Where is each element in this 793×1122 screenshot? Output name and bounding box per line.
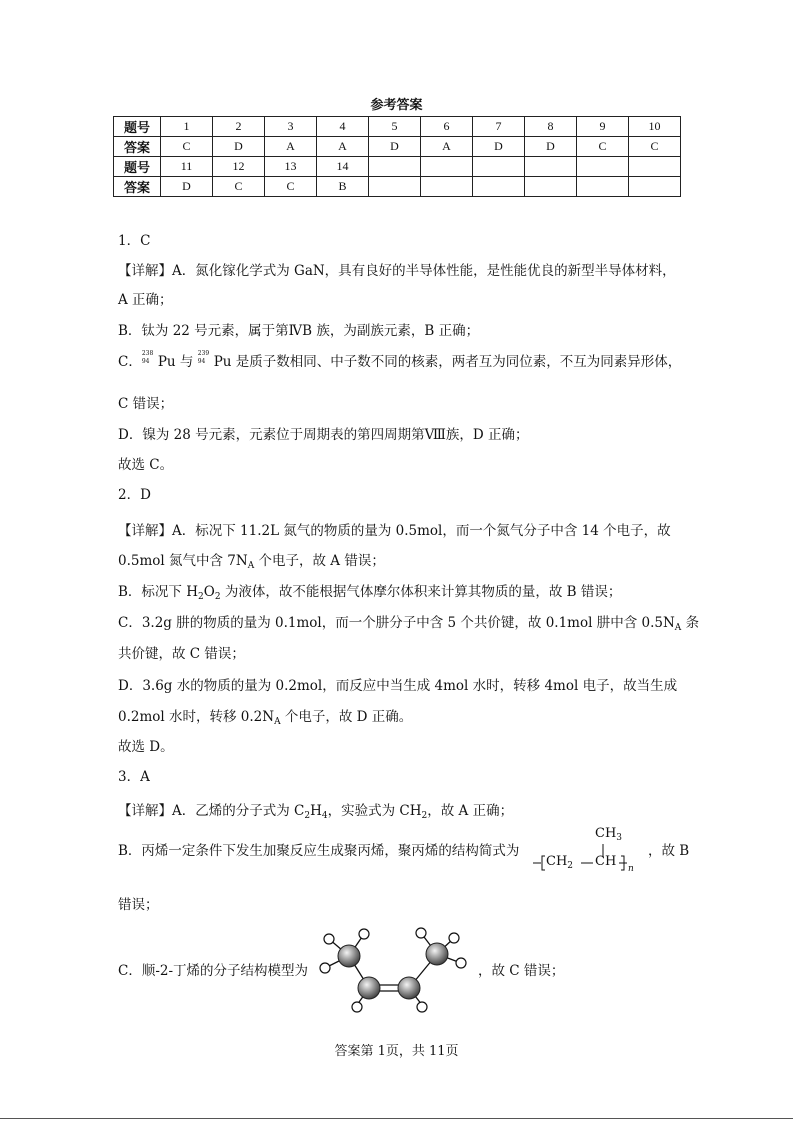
table-row [114, 157, 681, 177]
table-cell: C [213, 177, 265, 197]
page-divider [0, 1118, 793, 1119]
subscript: A [674, 623, 682, 633]
table-cell [577, 157, 629, 177]
table-cell: C [161, 137, 213, 157]
table-cell: D [525, 137, 577, 157]
text-segment: 3．A [118, 769, 150, 785]
table-cell: 12 [213, 157, 265, 177]
table-cell: 5 [369, 117, 421, 137]
subscript: 2 [214, 592, 221, 602]
text-segment: Pu [213, 354, 232, 370]
ch2-group: $CH_2$ [546, 854, 574, 871]
row-header: 题号 [114, 117, 161, 137]
table-cell: 4 [317, 117, 369, 137]
text-segment: 个电子，故 D 正确。 [280, 709, 413, 725]
table-cell [473, 177, 525, 197]
text-segment: 【详解】A．乙烯的分子式为 C [118, 803, 305, 819]
mass-number: 239 [197, 350, 210, 357]
table-cell [421, 177, 473, 197]
table-cell: 1 [161, 117, 213, 137]
mass-number: 238 [141, 350, 154, 357]
table-cell: B [317, 177, 369, 197]
text-line [118, 677, 677, 695]
subscript: 4 [321, 811, 328, 821]
repeat-n: n [628, 864, 634, 874]
table-cell: A [317, 137, 369, 157]
text-segment: 共价键，故 C 错误； [118, 646, 245, 662]
text-segment: 故选 C。 [118, 457, 174, 473]
text-line [118, 962, 308, 980]
subscript: 2 [304, 811, 311, 821]
text-segment: 【详解】A．氮化镓化学式为 GaN，具有良好的半导体性能，是性能优良的新型半导体材料， [118, 263, 676, 279]
text-segment: 【详解】A．标况下 11.2L 氮气的物质的量为 0.5mol，而一个氮气分子中含 14 个电子，故 [118, 523, 671, 539]
isotope-notation [142, 352, 158, 366]
table-cell: 3 [265, 117, 317, 137]
table-cell: 6 [421, 117, 473, 137]
page-title: 参考答案 [370, 98, 423, 113]
text-segment: A 正确； [118, 292, 173, 308]
text-line [118, 426, 528, 444]
table-row [114, 137, 681, 157]
table-cell: D [161, 177, 213, 197]
isotope-notation [198, 352, 214, 366]
answer-table [113, 116, 681, 197]
text-segment: 0.2mol 水时，转移 0.2N [118, 709, 275, 725]
table-cell: D [369, 137, 421, 157]
text-segment: B．丙烯一定条件下发生加聚反应生成聚丙烯，聚丙烯的结构简式为 [118, 843, 520, 859]
text-segment: 2．D [118, 487, 151, 503]
text-segment: 条 [681, 615, 700, 631]
table-cell: 8 [525, 117, 577, 137]
text-line [118, 552, 385, 570]
table-cell: C [577, 137, 629, 157]
text-line [118, 456, 173, 474]
text-line [648, 842, 689, 860]
text-line [118, 262, 676, 280]
text-segment: 错误； [118, 897, 159, 913]
table-cell: A [265, 137, 317, 157]
text-line [118, 583, 621, 601]
text-segment: C．3.2g 肼的物质的量为 0.1mol，而一个肼分子中含 5 个共价键，故 0.1mol 肼中含 0.5N [118, 615, 675, 631]
text-line [118, 322, 479, 340]
text-segment: B．钛为 22 号元素，属于第ⅣB 族，为副族元素，B 正确； [118, 323, 480, 339]
text-segment: ，实验式为 CH [327, 803, 422, 819]
text-segment: Pu [157, 354, 176, 370]
text-line [118, 352, 681, 371]
text-segment: ，故 B [648, 843, 690, 859]
table-cell: 13 [265, 157, 317, 177]
subscript: 2 [421, 811, 428, 821]
text-line [118, 738, 174, 756]
text-line [478, 962, 564, 980]
text-segment: O [203, 584, 215, 600]
subscript: A [274, 717, 281, 727]
polypropylene-formula [533, 826, 643, 874]
text-segment: 个电子，故 A 错误； [254, 553, 385, 569]
table-cell: C [629, 137, 681, 157]
table-cell: A [421, 137, 473, 157]
text-line [118, 522, 671, 540]
text-segment: C 错误； [118, 396, 174, 412]
table-cell: 11 [161, 157, 213, 177]
text-segment: H [310, 803, 322, 819]
text-line [118, 232, 150, 250]
text-line [118, 842, 519, 860]
text-segment: 0.5mol 氮气中含 7N [118, 553, 248, 569]
table-cell [577, 177, 629, 197]
text-segment: D．镍为 28 号元素，元素位于周期表的第四周期第Ⅷ族，D 正确； [118, 427, 529, 443]
atomic-number: 94 [141, 358, 150, 365]
text-segment: 1．C [118, 233, 151, 249]
cis-2-butene-model [318, 925, 478, 1015]
table-cell [369, 177, 421, 197]
ch-group: CH [595, 854, 617, 869]
table-cell: 7 [473, 117, 525, 137]
text-segment: D．3.6g 水的物质的量为 0.2mol，而反应中当生成 4mol 水时，转移 4mol 电子，故当生成 [118, 678, 678, 694]
atomic-number: 94 [197, 358, 206, 365]
text-line [118, 708, 412, 726]
table-cell [525, 177, 577, 197]
table-cell [473, 157, 525, 177]
table-cell: 2 [213, 117, 265, 137]
text-line [118, 395, 173, 413]
text-line [118, 486, 151, 504]
text-segment: 故选 D。 [118, 739, 174, 755]
text-line [118, 896, 159, 914]
text-segment: B．标况下 H [118, 584, 198, 600]
methyl-group: $CH_3$ [595, 826, 623, 843]
text-segment: 是质子数相同、中子数不同的核素，两者互为同位素，不互为同素异形体， [231, 354, 682, 370]
text-segment: C． [118, 354, 142, 370]
table-cell [525, 157, 577, 177]
table-cell: D [213, 137, 265, 157]
text-line [118, 614, 699, 632]
table-cell [421, 157, 473, 177]
text-segment: 为液体，故不能根据气体摩尔体积来计算其物质的量，故 B 错误； [220, 584, 622, 600]
text-line [118, 291, 173, 309]
subscript: 2 [198, 592, 204, 602]
row-header: 答案 [114, 177, 161, 197]
page-footer: 答案第 1页，共 11页 [334, 1044, 459, 1059]
text-line [118, 768, 150, 786]
text-segment: 与 [175, 354, 198, 370]
row-header: 答案 [114, 137, 161, 157]
table-cell [369, 157, 421, 177]
table-cell: 10 [629, 117, 681, 137]
text-segment: ，故 C 错误； [478, 963, 565, 979]
text-line [118, 645, 245, 663]
text-segment: ，故 A 正确； [427, 803, 514, 819]
row-header: 题号 [114, 157, 161, 177]
table-cell: 9 [577, 117, 629, 137]
text-segment: C．顺-2-丁烯的分子结构模型为 [118, 963, 309, 979]
table-cell [629, 157, 681, 177]
table-cell [629, 177, 681, 197]
table-cell: 14 [317, 157, 369, 177]
table-row [114, 177, 681, 197]
table-cell: C [265, 177, 317, 197]
text-line [118, 802, 513, 820]
table-row [114, 117, 681, 137]
subscript: A [247, 561, 255, 571]
table-cell: D [473, 137, 525, 157]
